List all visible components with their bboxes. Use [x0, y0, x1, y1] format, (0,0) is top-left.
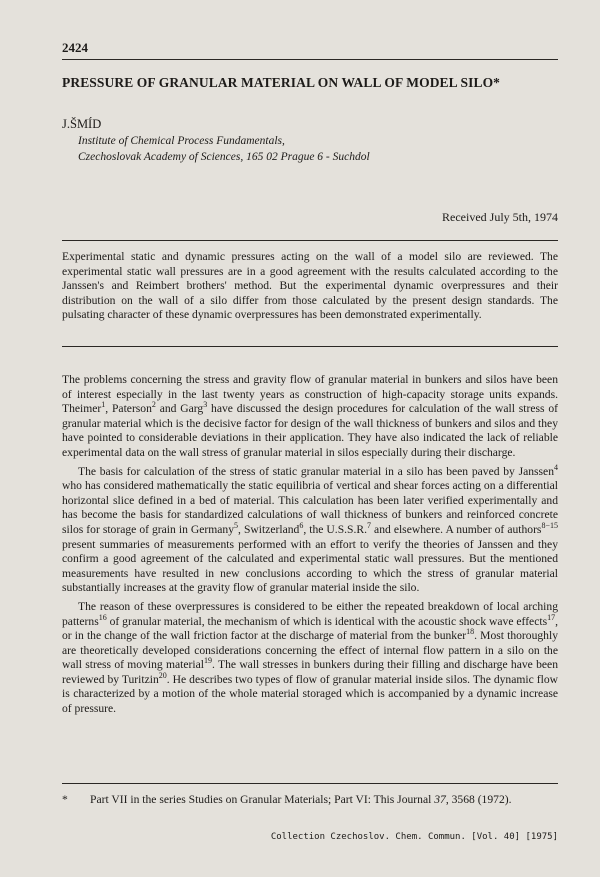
citation-ref: 19 [204, 656, 212, 666]
author-name: J.ŠMÍD [62, 117, 102, 131]
citation-ref: 4 [554, 462, 558, 472]
abstract-top-rule [62, 240, 558, 241]
article-body [62, 373, 558, 721]
footnote-mark: * [62, 793, 68, 806]
footnote-rule [62, 783, 558, 784]
citation-ref: 8−15 [541, 521, 558, 531]
citation-ref: 1 [101, 400, 106, 410]
article-title: PRESSURE OF GRANULAR MATERIAL ON WALL OF MODEL SILO* [62, 75, 501, 90]
header-rule [62, 59, 558, 60]
received-date: Received July 5th, 1974 [442, 210, 558, 224]
footnote: * Part VII in the series Studies on Granular Materials; Part VI: This Journal 37, 3568 (1972). [62, 793, 512, 806]
affiliation [78, 133, 370, 165]
citation-ref: 5 [234, 521, 239, 531]
footnote-volume: 37 [434, 793, 446, 806]
citation-ref: 3 [203, 400, 208, 410]
abstract-bottom-rule [62, 346, 558, 347]
affiliation-line-2: Czechoslovak Academy of Sciences, 165 02 Prague 6 - Suchdol [78, 151, 370, 163]
affiliation-line-1: Institute of Chemical Process Fundamentals, [78, 135, 285, 147]
page-number: 2424 [62, 40, 88, 55]
paragraph-2: The basis for calculation of the stress of static granular material in a silo has been paved by Janssen$^4$ who has considered mathematically the static equilibria of vertical and shear forces acting on a differential horizontal slice defined in a bed of material. This calculation has been later verified experimentally and has become the basis for standardized calculations of wall thickness of bunkers and reinforced concrete silos for storage of grain in Germany$^5$, Switzerland$^6$, the U.S.S.R.$^7$ and elsewhere. A number of authors$^{8-15}$ present summaries of measurements performed with an effort to verify the theories of Janssen and they confirm a good agreement of the calculated and experimental static wall pressures. But the mentioned measurements have resulted in new conclusions according to which the stress of granular material substantially increases at the gravity flow of granular material inside the silo. [62, 462, 558, 595]
paragraph-1: The problems concerning the stress and gravity flow of granular material in bunkers and silos have been of interest especially in the last twenty years as construction of high-capacity storage units expands. Theimer$^1$, Paterson$^2$ and Garg$^3$ have discussed the design procedures for calculation of the wall stress of granular material which is the decisive factor for design of the wall thickness of bunkers and silos and they have pointed to considerable deviations in their application. They have also indicated the lack of reliable experimental data on the wall stress of granular material in silos especially during their discharge. [62, 373, 558, 459]
citation-ref: 2 [151, 400, 156, 410]
citation-ref: 7 [367, 521, 372, 531]
paragraph-3: The reason of these overpressures is considered to be either the repeated breakdown of local arching patterns$^{16}$ of granular material, the mechanism of which is identical with the acoustic shock wave effects$^{17}$, or in the change of the wall friction factor at the discharge of material from the bunker$^{18}$. Most thoroughly are theoretically developed considerations concerning the effect of internal flow pattern in a silo on the wall stress of moving material$^{19}$. The wall stresses in bunkers during their filling and discharge have been reviewed by Turitzin$^{20}$. He describes two types of flow of granular material inside silos. The dynamic flow is characterized by a motion of the whole material storaged which is accompanied by a dynamic increase of pressure. [62, 599, 558, 716]
citation-ref: 16 [98, 612, 107, 622]
citation-ref: 18 [466, 627, 475, 637]
abstract: Experimental static and dynamic pressures acting on the wall of a model silo are reviewed. The experimental static wall pressures are in a good agreement with the results calculated according to the Janssen's and Reimbert brothers' method. But the experimental dynamic overpressures and their distribution on the wall of a silo differ from those calculated by the present design standards. The pulsating character of these dynamic overpressures has been demonstrated experimentally. [62, 250, 558, 322]
citation-ref: 17 [547, 612, 556, 622]
citation-ref: 20 [158, 671, 167, 681]
journal-citation: Collection Czechoslov. Chem. Commun. [Vol. 40] [1975] [270, 832, 558, 842]
citation-ref: 6 [299, 521, 304, 531]
